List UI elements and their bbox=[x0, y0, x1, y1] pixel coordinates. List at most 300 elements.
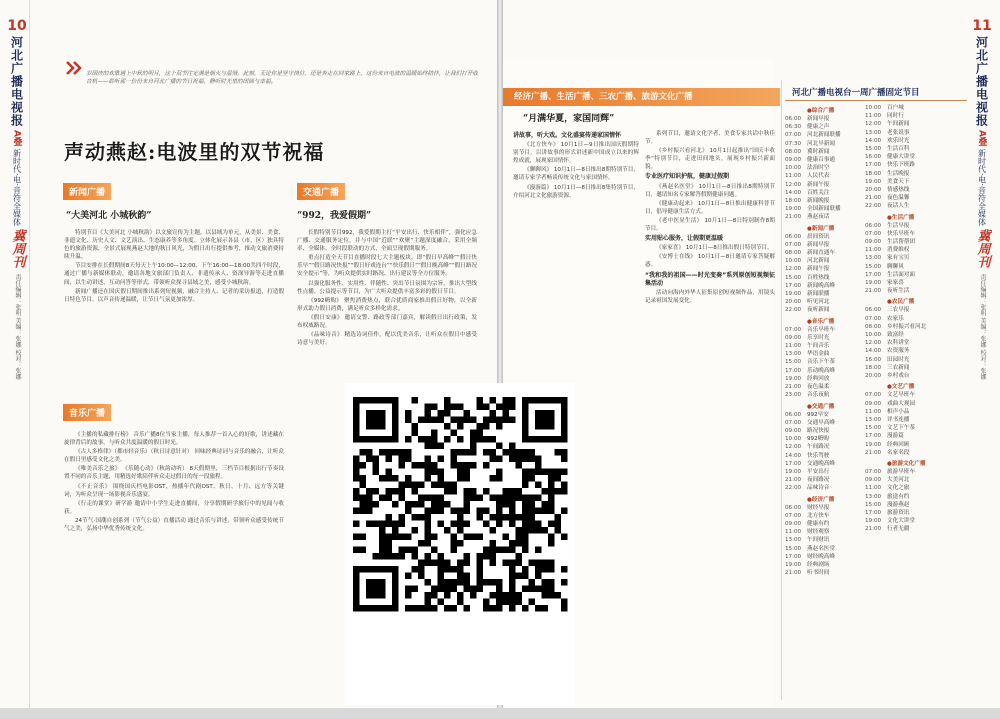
schedule-program: 健康之声 bbox=[807, 124, 830, 131]
traffic-section-label: 交通广播 bbox=[297, 183, 345, 200]
schedule-time: 12:00 bbox=[865, 340, 882, 347]
qr-code-icon bbox=[345, 383, 575, 705]
schedule-program: 新闻午报 bbox=[807, 181, 830, 188]
schedule-time: 20:00 bbox=[785, 299, 802, 306]
schedule-time: 06:00 bbox=[785, 411, 802, 418]
schedule-time: 15:00 bbox=[785, 359, 802, 366]
schedule-row bbox=[865, 202, 969, 210]
left-masthead: 河北广播电视报 bbox=[9, 36, 24, 127]
schedule-row bbox=[865, 246, 969, 254]
schedule-row bbox=[865, 287, 969, 295]
schedule-row bbox=[865, 279, 969, 287]
schedule-time: 13:00 bbox=[785, 351, 802, 358]
traffic-subtitle: “992，我爱假期” bbox=[297, 211, 372, 221]
schedule-row bbox=[865, 484, 969, 492]
schedule-program: 文化大讲堂 bbox=[887, 518, 915, 525]
schedule-time: 19:00 bbox=[785, 375, 802, 382]
schedule-time: 06:00 bbox=[865, 222, 882, 229]
schedule-program: 燕赵名医堂 bbox=[807, 545, 835, 552]
news-body bbox=[64, 229, 284, 395]
schedule-time: 09:00 bbox=[865, 477, 882, 484]
schedule-row bbox=[865, 137, 969, 145]
right-signature: 冀周刊 bbox=[974, 229, 990, 269]
schedule-program: 百姓热线 bbox=[807, 274, 830, 281]
schedule-time: 21:00 bbox=[865, 526, 882, 533]
music-paragraph: 《古人多格律》（都市轻音乐）（秋日诗意针对） 回味经典诗词与音乐的融合，让听众在假日里感受文化之美。 bbox=[64, 449, 284, 464]
economy-paragraph: 《北方快车》 10月1日—9日推出国庆假期特别节目，以讲故事的形式讲述新中国成立以来的辉煌成就，展现家国情怀。 bbox=[513, 142, 639, 165]
schedule-time: 21:00 bbox=[785, 384, 802, 391]
schedule-row bbox=[865, 120, 969, 128]
music-paragraph: 《行走的课堂》研学游 邀请中小学生走进直播间，分享假期研学旅行中的见闻与收获。 bbox=[64, 500, 284, 515]
schedule-time: 17:00 bbox=[865, 433, 882, 440]
schedule-row bbox=[785, 561, 889, 569]
schedule-program: 全国新闻联播 bbox=[807, 206, 841, 213]
schedule-program: 新闻晚报 bbox=[807, 198, 830, 205]
schedule-program: 农家乐 bbox=[887, 315, 904, 322]
left-column-tag: 新时代·电·音符全媒体 bbox=[12, 148, 22, 227]
schedule-program: 家家喜 bbox=[887, 280, 904, 287]
schedule-time: 19:00 bbox=[865, 518, 882, 525]
schedule-row bbox=[865, 306, 969, 314]
schedule-time: 07:00 bbox=[785, 132, 802, 139]
schedule-row bbox=[865, 222, 969, 230]
schedule-program: 经典回顾 bbox=[887, 441, 910, 448]
schedule-row bbox=[865, 356, 969, 364]
schedule-time: 08:00 bbox=[865, 323, 882, 330]
chevron-icon bbox=[66, 60, 82, 79]
schedule-program: 平安出行 bbox=[807, 468, 830, 475]
schedule-program: 家有宝贝 bbox=[887, 255, 910, 262]
schedule-time: 21:00 bbox=[785, 214, 802, 221]
schedule-program: 百户城 bbox=[887, 105, 904, 111]
schedule-program: 新闻早报 bbox=[807, 241, 830, 248]
economy-paragraph: 《家家喜》 10月1日—8日推出假日特别节目。 bbox=[656, 245, 773, 252]
schedule-program: 生活帮帮团 bbox=[887, 239, 915, 246]
schedule-program: 华语金曲 bbox=[807, 351, 830, 358]
schedule-row bbox=[865, 424, 969, 432]
schedule-row bbox=[865, 263, 969, 271]
schedule-row bbox=[865, 400, 969, 408]
schedule-row bbox=[785, 553, 889, 561]
schedule-row bbox=[865, 194, 969, 202]
schedule-time: 08:00 bbox=[785, 250, 802, 257]
schedule-category: ●新闻广播 bbox=[807, 225, 835, 232]
schedule-time: 14:00 bbox=[865, 348, 882, 355]
schedule-time: 17:00 bbox=[785, 282, 802, 289]
schedule-time: 11:00 bbox=[865, 485, 882, 492]
schedule-time: 06:00 bbox=[785, 233, 802, 240]
schedule-time: 20:00 bbox=[865, 187, 882, 194]
right-staff: 责任编辑：张明 美编：张娜 校对：张娜 bbox=[979, 274, 986, 380]
music-paragraph: 《唯美音乐之旅》 《乐随心动》（秋韵动听） 8天假期里，三档节目根据出行节奏设置不同的音乐主题，用精选好歌陪伴听众走过假日的每一段旅程。 bbox=[64, 466, 284, 481]
schedule-time: 11:00 bbox=[785, 173, 802, 180]
schedule-time: 09:00 bbox=[785, 157, 802, 164]
economy-paragraph: 系列节目，邀请文化学者、美食专家共话中秋佳节。 bbox=[645, 131, 775, 146]
schedule-time: 13:00 bbox=[865, 493, 882, 500]
schedule-program: 北方快车 bbox=[807, 512, 830, 519]
schedule-program: 旅途有约 bbox=[887, 493, 910, 500]
schedule-program: 财经晚高峰 bbox=[807, 553, 835, 560]
page-headline: 声动燕赵:电波里的双节祝福 bbox=[64, 140, 325, 164]
schedule-time: 18:00 bbox=[865, 170, 882, 177]
schedule-row bbox=[865, 186, 969, 194]
economy-paragraph: 《漫游篇》 10月1日—8日推出8集特别节目，介绍河北文化旅游资源。 bbox=[513, 184, 639, 199]
schedule-time: 21:00 bbox=[865, 449, 882, 456]
traffic-paragraph: 以强化服务性、实用性、伴随性、突出节日氛围为宗旨，推出大型线性点播、公益提示等节目，为广大听众提供丰富多彩的假日节目。 bbox=[297, 280, 477, 295]
schedule-program: 新闻直通车 bbox=[807, 250, 835, 257]
schedule-time: 16:00 bbox=[865, 356, 882, 363]
schedule-time: 21:00 bbox=[785, 477, 802, 484]
schedule-row bbox=[865, 449, 969, 457]
schedule-program: 交通早高峰 bbox=[807, 419, 835, 426]
left-masthead-strip bbox=[6, 18, 28, 380]
schedule-time: 19:00 bbox=[865, 441, 882, 448]
schedule-program: 新闻早报 bbox=[807, 116, 830, 122]
schedule-program: 农科讲堂 bbox=[887, 340, 910, 347]
schedule-title: 河北广播电视台一周广播固定节目 bbox=[792, 88, 920, 98]
music-body bbox=[64, 431, 284, 703]
schedule-time: 07:00 bbox=[785, 241, 802, 248]
schedule-time: 15:00 bbox=[865, 146, 882, 153]
schedule-program: 品味诗音 bbox=[807, 485, 830, 492]
traffic-paragraph: 《假日安康》 邀请交警、路政等部门嘉宾，解读假日出行政策，发布权威路况。 bbox=[297, 314, 477, 330]
schedule-row bbox=[865, 509, 969, 517]
schedule-time: 17:00 bbox=[865, 271, 882, 278]
schedule-time: 09:00 bbox=[785, 520, 802, 527]
traffic-paragraph: 重点打造全天节目直播时段七大主题板块，即“假日早高峰”“假日快乐早”“假日路况快报”“假日好戏连台”“快乐假日”“假日晚高峰”“假日路况安全提示”等，为听众提供实时路况、出行建议等全方位服务。 bbox=[297, 255, 477, 278]
schedule-program: 评书连播 bbox=[887, 416, 910, 423]
economy-subtitle: “月满华夏，家国同辉” bbox=[523, 114, 615, 124]
schedule-time: 09:00 bbox=[785, 427, 802, 434]
schedule-time: 12:00 bbox=[785, 444, 802, 451]
schedule-program: 新闻午报 bbox=[807, 266, 830, 273]
music-paragraph: 《主播的私藏排行榜》 音乐广播8位当家主播，每人推荐一首入心的好歌，讲述藏在旋律背后的故事，与听众共度温暖的假日时光。 bbox=[64, 432, 284, 447]
schedule-program: 农资服务 bbox=[887, 348, 910, 355]
schedule-program: 法治时空 bbox=[807, 165, 830, 172]
schedule-time: 08:00 bbox=[785, 148, 802, 155]
schedule-program: 新闻晚高峰 bbox=[807, 282, 835, 289]
schedule-time: 15:00 bbox=[785, 545, 802, 552]
schedule-row bbox=[865, 153, 969, 161]
schedule-program: 行者无疆 bbox=[887, 526, 910, 533]
schedule-program: 音乐早班车 bbox=[807, 326, 835, 333]
economy-paragraph: 《老中医显生活》 10月1日—8日特别制作8期节目。 bbox=[645, 217, 775, 233]
schedule-program: 漫游燕赵 bbox=[887, 501, 910, 508]
schedule-row bbox=[785, 536, 889, 544]
traffic-paragraph: 《品味诗音》 精选诗词佳作，配以优美音乐，让听众在假日中感受诗意与美好。 bbox=[297, 332, 477, 347]
schedule-program: 生活百科 bbox=[887, 146, 910, 153]
schedule-time: 17:00 bbox=[785, 553, 802, 560]
schedule-time: 19:00 bbox=[785, 468, 802, 475]
schedule-program: 情感热线 bbox=[887, 187, 910, 194]
schedule-time: 10:00 bbox=[785, 258, 802, 265]
schedule-program: 名家名段 bbox=[887, 449, 910, 456]
schedule-category: ●文艺广播 bbox=[887, 384, 915, 391]
schedule-row bbox=[865, 517, 969, 525]
schedule-time: 14:00 bbox=[785, 189, 802, 196]
schedule-program: 河北早新闻 bbox=[807, 140, 835, 147]
schedule-time: 12:00 bbox=[785, 266, 802, 273]
economy-paragraph: 《安博士在线》 10月1日—8日邀请专家答疑解惑。 bbox=[645, 254, 775, 269]
intro-paragraph: 岁国庆的欢歌遇上中秋的明月，这个双节注定满是烟火与温情。此刻，无论你是坚守岗位，还是奔走在回家路上，这份来自电波的温暖始终陪伴，让我们打开收音机——聆听那一份份来自河北广播的节日祝福，静听时光里的团圆与幸福。 bbox=[86, 71, 478, 86]
schedule-row bbox=[865, 501, 969, 509]
schedule-program: 经典剧场 bbox=[807, 561, 830, 568]
schedule-time: 09:00 bbox=[865, 239, 882, 246]
schedule-row bbox=[865, 145, 969, 153]
economy-heading: “我和我的祖国——时光变奏”系列原创短视频征集活动 bbox=[645, 271, 775, 287]
schedule-program: 财经观察 bbox=[807, 529, 830, 536]
schedule-time: 21:00 bbox=[865, 288, 882, 295]
schedule-category: ●交通广播 bbox=[807, 403, 835, 410]
schedule-row bbox=[865, 331, 969, 339]
schedule-row bbox=[865, 161, 969, 169]
schedule-program: 夜色温馨 bbox=[887, 195, 910, 202]
schedule-time: 19:00 bbox=[785, 206, 802, 213]
schedule-program: 燕赵夜话 bbox=[807, 214, 830, 221]
schedule-row bbox=[865, 364, 969, 372]
schedule-category: ●综合广播 bbox=[807, 108, 835, 114]
schedule-time: 07:00 bbox=[865, 468, 882, 475]
schedule-program: 财经早报 bbox=[807, 504, 830, 511]
schedule-program: 乡村戏台 bbox=[887, 373, 910, 380]
schedule-time: 10:00 bbox=[865, 332, 882, 339]
schedule-time: 23:00 bbox=[785, 392, 802, 399]
schedule-column bbox=[865, 104, 969, 534]
schedule-time: 10:00 bbox=[785, 436, 802, 443]
schedule-program: 大美河北 bbox=[887, 477, 910, 484]
schedule-row bbox=[865, 347, 969, 355]
schedule-category: ●生活广播 bbox=[887, 214, 915, 221]
schedule-program: 冀时新闻 bbox=[807, 148, 830, 155]
schedule-program: 健康百事通 bbox=[807, 157, 835, 164]
schedule-program: 晨间资讯 bbox=[807, 233, 830, 240]
schedule-time: 07:00 bbox=[865, 315, 882, 322]
schedule-time: 17:00 bbox=[785, 460, 802, 467]
schedule-program: 致富经 bbox=[887, 332, 904, 339]
schedule-time: 19:00 bbox=[865, 280, 882, 287]
schedule-program: 乐享时光 bbox=[807, 334, 830, 341]
schedule-time: 10:00 bbox=[865, 105, 882, 111]
qr-code-overlay bbox=[345, 383, 575, 705]
schedule-row bbox=[865, 372, 969, 380]
schedule-program: 生活面对面 bbox=[887, 271, 915, 278]
schedule-row bbox=[865, 408, 969, 416]
news-paragraph: 新闻广播还在国庆假日期间推出系列短视频，融合主持人、记者的采访报道，打造假日特色节目，以声音传递温暖，让节日气氛更加浓厚。 bbox=[64, 288, 284, 303]
schedule-table bbox=[785, 104, 997, 719]
schedule-program: 听见河北 bbox=[807, 299, 830, 306]
schedule-program: 美食天下 bbox=[887, 178, 910, 185]
schedule-row bbox=[865, 476, 969, 484]
schedule-row bbox=[865, 441, 969, 449]
schedule-row bbox=[785, 569, 889, 577]
traffic-paragraph: 长假特别节目992，我爱假期主打“平安出行、快乐相伴”，强化应急广播、交通服务定位，并与中国“近联”“欢聚”主题深度融合，采用全频率、全媒体、全时段联动的方式，全面呈现假期服务。 bbox=[297, 230, 477, 253]
schedule-program: 快乐早班车 bbox=[887, 230, 915, 237]
schedule-row bbox=[865, 323, 969, 331]
schedule-time: 21:00 bbox=[865, 195, 882, 202]
schedule-program: 戏曲大观园 bbox=[887, 400, 915, 407]
economy-paragraph: 《聊聊风》 10月1日—8日推出8期特别节目，邀请专家学者畅谈传统文化与家国情怀。 bbox=[513, 167, 639, 182]
schedule-program: 午间路况 bbox=[807, 444, 830, 451]
schedule-time: 11:00 bbox=[865, 113, 882, 120]
schedule-program: 夜听新闻 bbox=[807, 307, 830, 314]
schedule-time: 21:00 bbox=[785, 570, 802, 577]
economy-paragraph: 《乡村振兴看河北》 10月1日起推出“国庆丰收季”特别节目，走进田间地头，展现乡村振兴新面貌。 bbox=[645, 148, 775, 171]
schedule-program: 午间新闻 bbox=[887, 121, 910, 128]
schedule-program: 路况快报 bbox=[807, 427, 830, 434]
schedule-program: 旅游早班车 bbox=[887, 468, 915, 475]
schedule-program: 午间音乐 bbox=[807, 343, 830, 350]
schedule-program: 音乐夜航 bbox=[807, 392, 830, 399]
schedule-row bbox=[865, 468, 969, 476]
schedule-time: 06:00 bbox=[785, 116, 802, 122]
schedule-program: 乡村振兴看河北 bbox=[887, 323, 927, 330]
economy-heading: 讲故事，听大戏。文化盛宴传递家国情怀 bbox=[513, 132, 622, 139]
right-masthead-strip bbox=[971, 18, 993, 380]
news-paragraph: 节目安排在长假期间8天每天上午10:00—12:00、下午16:00—18:00共四个时段，通过广播与新媒体联动，邀请各地文旅部门负责人、非遗传承人、资深导游等走进直播间，以生动讲述、互动问答等形式，带领听众探寻县域之美，感受小城秋韵。 bbox=[64, 263, 284, 286]
schedule-program: 夜听生活 bbox=[887, 288, 910, 295]
left-page-number: 10 bbox=[7, 18, 27, 34]
schedule-time: 18:00 bbox=[785, 198, 802, 205]
schedule-time: 11:00 bbox=[785, 529, 802, 536]
schedule-program: 聊聊风 bbox=[887, 263, 904, 270]
schedule-time: 12:00 bbox=[785, 181, 802, 188]
news-subtitle: “大美河北 小城秋韵” bbox=[66, 211, 152, 221]
right-column-tag: 新时代·电·音符全媒体 bbox=[977, 148, 987, 227]
schedule-program: 老张说事 bbox=[887, 129, 910, 136]
schedule-time: 22:00 bbox=[785, 307, 802, 314]
schedule-time: 07:30 bbox=[785, 140, 802, 147]
schedule-time: 19:00 bbox=[785, 291, 802, 298]
schedule-row bbox=[865, 112, 969, 120]
schedule-row bbox=[865, 271, 969, 279]
economy-paragraph: 活动向海内外华人征集原创短视频作品，用镜头记录祖国发展变化。 bbox=[645, 289, 775, 304]
schedule-program: 漫游篇 bbox=[887, 433, 904, 440]
schedule-time: 16:00 bbox=[865, 154, 882, 161]
right-masthead: 河北广播电视报 bbox=[974, 36, 989, 127]
schedule-program: 人民代表 bbox=[807, 173, 830, 180]
schedule-time: 19:00 bbox=[865, 178, 882, 185]
economy-paragraph: 《健康动起来》 10月1日—8日推出健康科普节目，倡导健康生活方式。 bbox=[645, 200, 775, 215]
music-paragraph: 《不止音乐》 围绕国庆档电影OST，热播年代剧OST、秋日、十月、远方等关键词，为听众呈现一场影视音乐盛宴。 bbox=[64, 483, 284, 498]
schedule-time: 11:00 bbox=[865, 408, 882, 415]
schedule-time: 22:00 bbox=[785, 485, 802, 492]
news-section-label: 新闻广播 bbox=[63, 183, 111, 200]
schedule-row bbox=[865, 129, 969, 137]
schedule-time: 07:00 bbox=[785, 326, 802, 333]
schedule-program: 夜话人生 bbox=[887, 203, 910, 210]
schedule-category: ●音乐广播 bbox=[807, 318, 835, 325]
left-staff: 责任编辑：张明 美编：张娜 校对：张娜 bbox=[14, 274, 21, 380]
schedule-program: 经典回放 bbox=[807, 375, 830, 382]
schedule-program: 健康大讲堂 bbox=[887, 154, 915, 161]
schedule-time: 10:00 bbox=[785, 165, 802, 172]
schedule-row bbox=[865, 104, 969, 112]
schedule-row bbox=[865, 254, 969, 262]
schedule-program: 生活晚报 bbox=[887, 170, 910, 177]
schedule-program: 同时行 bbox=[887, 113, 904, 120]
schedule-time: 19:00 bbox=[785, 561, 802, 568]
schedule-row bbox=[865, 493, 969, 501]
schedule-time: 09:00 bbox=[785, 334, 802, 341]
music-section-label: 音乐广播 bbox=[63, 404, 111, 421]
schedule-time: 12:00 bbox=[865, 121, 882, 128]
economy-heading: 专业医疗知识护航，健康过假期 bbox=[645, 173, 730, 181]
economy-section-label: 经济广播、生活广播、三农广播、旅游文化广播 bbox=[514, 92, 693, 102]
schedule-row bbox=[865, 315, 969, 323]
schedule-time: 13:00 bbox=[865, 416, 882, 423]
schedule-row bbox=[865, 391, 969, 399]
economy-heading: 实用贴心服务，让假期更温暖 bbox=[645, 235, 724, 243]
right-page-number: 11 bbox=[972, 18, 992, 34]
schedule-time: 11:00 bbox=[865, 247, 882, 254]
right-sub-masthead: A叠 bbox=[976, 130, 987, 146]
economy-paragraph: 《燕赵名医堂》 10月1日—8日推出8期特别节目，邀请知名专家解答假期健康问题。 bbox=[645, 183, 775, 198]
schedule-program: 河北新闻 bbox=[807, 258, 830, 265]
schedule-time: 20:00 bbox=[865, 373, 882, 380]
news-paragraph: 特别节目《大美河北 小城秋韵》以文旅宣传为主题，以县域为单元，从美景、美食、非遗文化、历史人文、文艺演出、生态康养等多角度、立体化展示各县（市、区）独具特色的旅游资源，全景式展现燕赵大地的秋日风光，为假日出行提供参考，推动文旅消费持续升温。 bbox=[64, 230, 284, 261]
schedule-time: 07:00 bbox=[785, 512, 802, 519]
schedule-row bbox=[865, 339, 969, 347]
schedule-row bbox=[865, 525, 969, 533]
schedule-time: 14:00 bbox=[865, 137, 882, 144]
schedule-program: 三农早报 bbox=[887, 307, 910, 314]
schedule-time: 07:00 bbox=[785, 419, 802, 426]
schedule-program: 快乐下班路 bbox=[887, 162, 915, 169]
schedule-time: 13:00 bbox=[865, 255, 882, 262]
schedule-time: 15:00 bbox=[865, 425, 882, 432]
schedule-row bbox=[865, 178, 969, 186]
schedule-time: 14:00 bbox=[785, 452, 802, 459]
schedule-time: 15:00 bbox=[785, 274, 802, 281]
schedule-category: ●旅游文化广播 bbox=[887, 460, 926, 467]
schedule-program: 992早安 bbox=[807, 411, 829, 418]
schedule-program: 文艺早班车 bbox=[887, 392, 915, 399]
schedule-time: 07:00 bbox=[865, 230, 882, 237]
schedule-program: 旅游资讯 bbox=[887, 509, 910, 516]
schedule-row bbox=[865, 238, 969, 246]
schedule-time: 17:00 bbox=[785, 367, 802, 374]
schedule-program: 文化之旅 bbox=[887, 485, 910, 492]
schedule-row bbox=[785, 545, 889, 553]
left-signature: 冀周刊 bbox=[9, 229, 25, 269]
schedule-time: 07:00 bbox=[865, 392, 882, 399]
schedule-category: ●农民广播 bbox=[887, 299, 915, 306]
schedule-time: 17:00 bbox=[865, 162, 882, 169]
schedule-time: 13:00 bbox=[865, 129, 882, 136]
schedule-time: 15:00 bbox=[865, 263, 882, 270]
left-sub-masthead: A叠 bbox=[11, 130, 22, 146]
schedule-program: 欢乐时光 bbox=[887, 137, 910, 144]
schedule-program: 午间财讯 bbox=[807, 537, 830, 544]
schedule-program: 快乐驾驶 bbox=[807, 452, 830, 459]
schedule-program: 健康有约 bbox=[807, 520, 830, 527]
schedule-row bbox=[865, 170, 969, 178]
schedule-program: 交通晚高峰 bbox=[807, 460, 835, 467]
schedule-row bbox=[865, 416, 969, 424]
schedule-program: 夜间路况 bbox=[807, 477, 830, 484]
schedule-row bbox=[865, 432, 969, 440]
schedule-time: 11:00 bbox=[785, 343, 802, 350]
schedule-time: 18:00 bbox=[865, 364, 882, 371]
schedule-program: 音乐下午茶 bbox=[807, 359, 835, 366]
schedule-time: 09:00 bbox=[865, 400, 882, 407]
schedule-program: 992嗨购 bbox=[807, 436, 829, 443]
schedule-program: 听书时间 bbox=[807, 570, 830, 577]
schedule-time: 06:00 bbox=[785, 504, 802, 511]
economy-col2 bbox=[645, 130, 775, 700]
music-paragraph: 24节气·国潮自创系列（节气公益）直播活动 通过音乐与讲述，带领听众感受传统节气之美，弘扬中华优秀传统文化。 bbox=[64, 517, 284, 533]
schedule-time: 15:00 bbox=[865, 501, 882, 508]
